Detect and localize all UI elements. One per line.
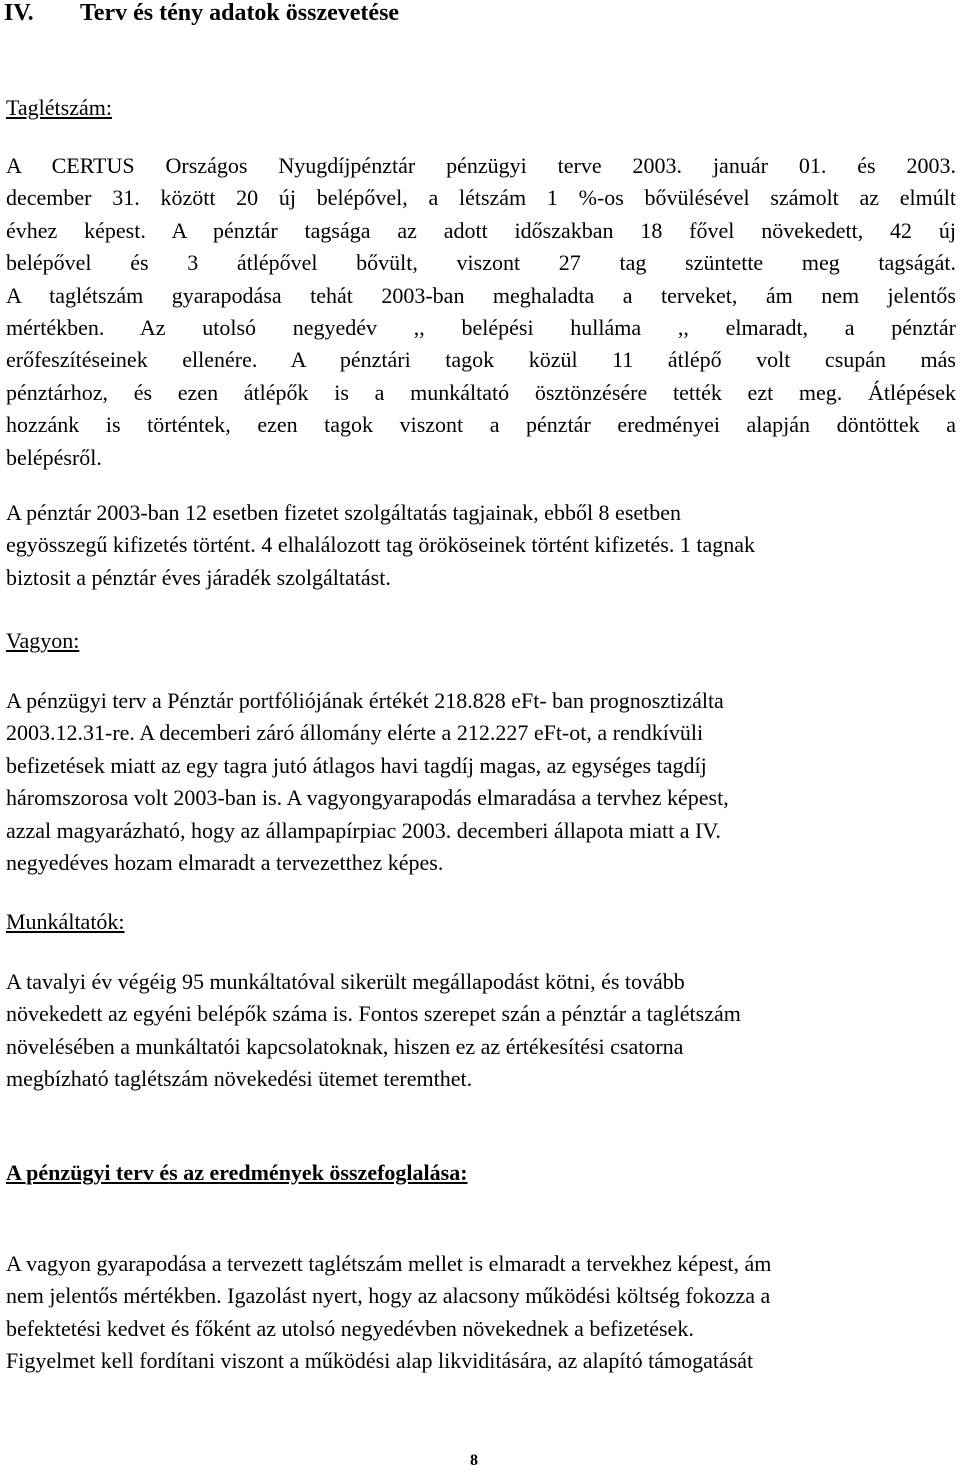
text-line: negyedéves hozam elmaradt a tervezetthez képes. [6, 850, 444, 876]
text-line: hozzánk is történtek, ezen tagok viszont a pénztár eredményei alapján döntöttek a [6, 412, 956, 438]
text-line: megbízható taglétszám növekedési ütemet teremthet. [6, 1066, 473, 1092]
section-heading [4, 0, 399, 28]
subheading-tagletszam: Taglétszám: [6, 95, 112, 120]
text-line: belépővel és 3 átlépővel bővült, viszont 27 tag szüntette meg tagságát. [6, 250, 956, 276]
section-number: IV. [4, 0, 34, 26]
text-line: A taglétszám gyarapodása tehát 2003-ban meghaladta a terveket, ám nem jelentős [6, 282, 956, 308]
text-line: évhez képest. A pénztár tagsága az adott időszakban 18 fővel növekedett, 42 új [6, 217, 956, 243]
paragraph-tagletszam-2 [6, 497, 956, 594]
subheading-osszefoglalas: A pénzügyi terv és az eredmények összefoglalása: [6, 1160, 468, 1185]
text-line: A tavalyi év végéig 95 munkáltatóval sikerült megállapodást kötni, és tovább [6, 969, 685, 994]
text-line: A pénztár 2003-ban 12 esetben fizetet szolgáltatás tagjainak, ebből 8 esetben [6, 500, 682, 525]
text-line: azzal magyarázható, hogy az állampapírpiac 2003. decemberi állapota miatt a IV. [6, 817, 721, 843]
text-line: egyösszegű kifizetés történt. 4 elhalálozott tag örököseinek történt kifizetés. 1 tagnak [6, 532, 755, 558]
text-line: A pénzügyi terv a Pénztár portfóliójának értékét 218.828 eFt- ban prognosztizálta [6, 688, 724, 713]
text-line: december 31. között 20 új belépővel, a létszám 1 %-os bővülésével számolt az elmúlt [6, 185, 956, 211]
paragraph-osszefoglalas [6, 1248, 956, 1378]
text-line: befektetési kedvet és főként az utolsó negyedévben növekednek a befizetések. [6, 1315, 694, 1341]
paragraph-munkaltatok [6, 966, 956, 1096]
text-line: Figyelmet kell fordítani viszont a működési alap likviditására, az alapító támogatását [6, 1348, 754, 1374]
text-line: növekedett az egyéni belépők száma is. Fontos szerepet szán a pénztár a taglétszám [6, 1001, 741, 1027]
subheading-munkaltatok: Munkáltatók: [6, 909, 125, 934]
text-line: nem jelentős mértékben. Igazolást nyert, hogy az alacsony működési költség fokozza a [6, 1283, 771, 1309]
text-line: biztosit a pénztár éves járadék szolgáltatást. [6, 564, 391, 590]
text-line: pénztárhoz, és ezen átlépők is a munkáltató ösztönzésére tették ezt meg. Átlépések [6, 379, 956, 405]
page-number: 8 [470, 1452, 478, 1469]
text-line: A CERTUS Országos Nyugdíjpénztár pénzügyi terve 2003. január 01. és 2003. [6, 153, 956, 178]
text-line: A vagyon gyarapodása a tervezett taglétszám mellet is elmaradt a tervekhez képest, ám [6, 1251, 772, 1276]
subheading-vagyon: Vagyon: [6, 628, 80, 653]
text-line: befizetések miatt az egy tagra jutó átlagos havi tagdíj magas, az egységes tagdíj [6, 752, 707, 778]
text-line: belépésről. [6, 444, 102, 470]
paragraph-tagletszam-1 [6, 150, 956, 474]
text-line: erőfeszítéseinek ellenére. A pénztári tagok közül 11 átlépő volt csupán más [6, 347, 956, 373]
text-line: háromszorosa volt 2003-ban is. A vagyongyarapodás elmaradása a tervhez képest, [6, 785, 729, 811]
text-line: 2003.12.31-re. A decemberi záró állomány elérte a 212.227 eFt-ot, a rendkívüli [6, 720, 704, 746]
text-line: növelésében a munkáltatói kapcsolatoknak, hiszen ez az értékesítési csatorna [6, 1033, 684, 1059]
paragraph-vagyon [6, 685, 956, 879]
text-line: mértékben. Az utolsó negyedév ,, belépési hulláma ,, elmaradt, a pénztár [6, 315, 956, 341]
section-title: Terv és tény adatok összevetése [80, 0, 400, 26]
